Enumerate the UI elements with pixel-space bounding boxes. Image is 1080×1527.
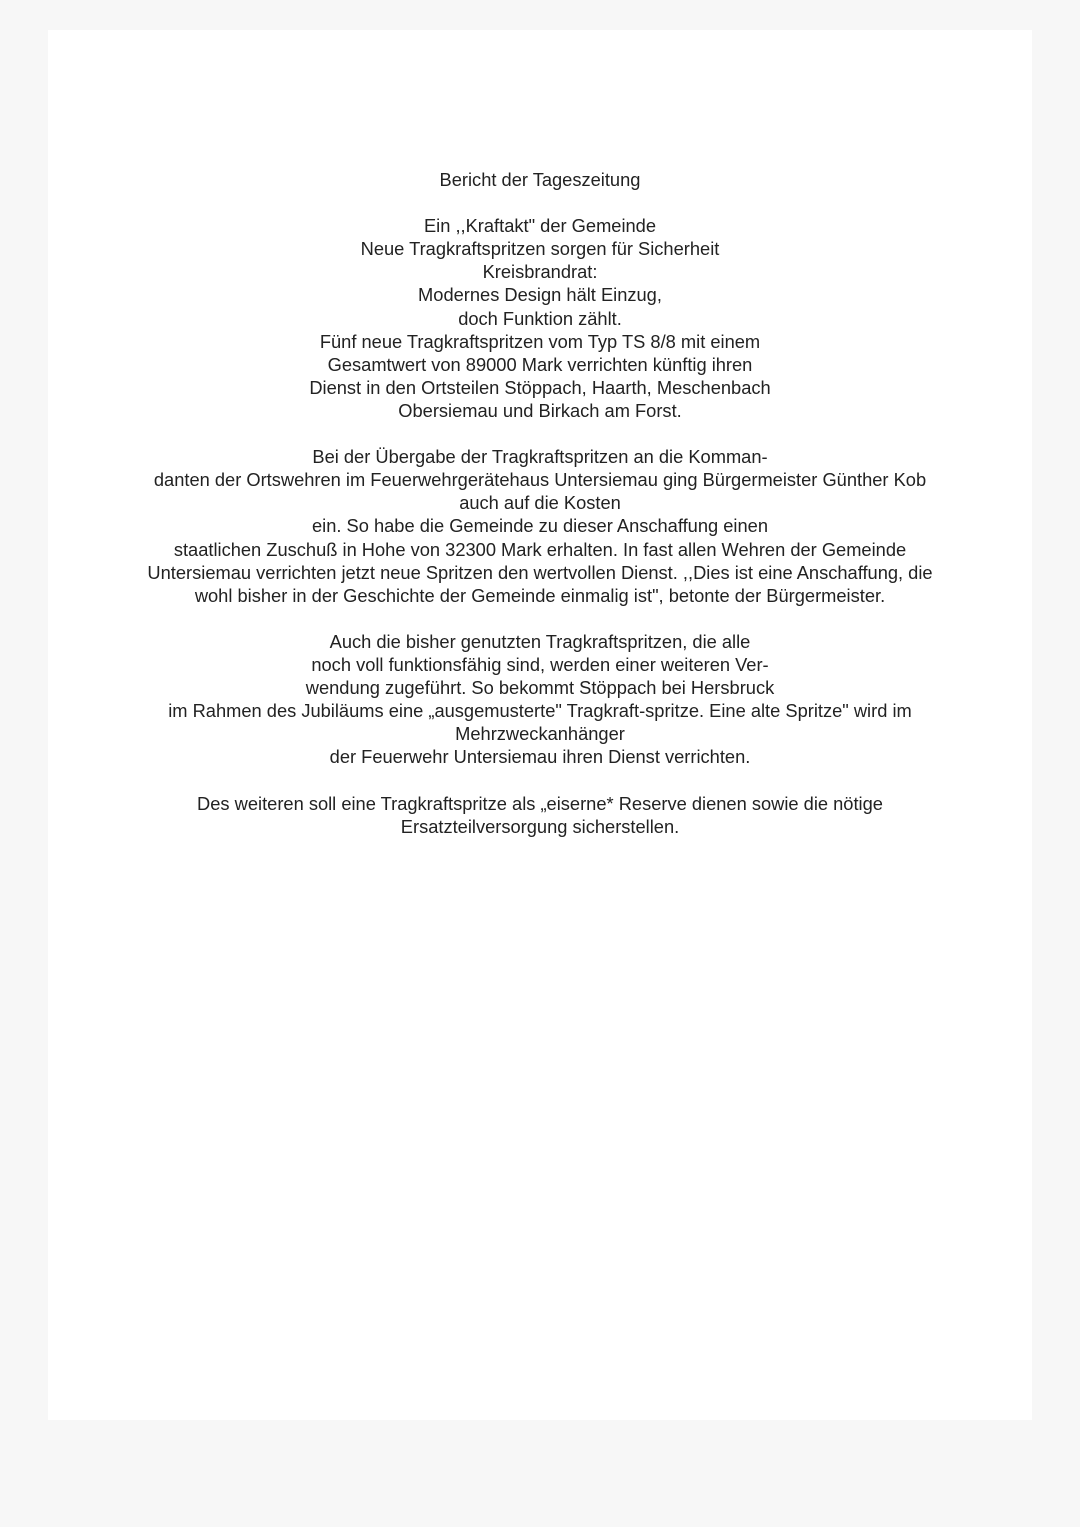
paragraph-line: Bei der Übergabe der Tragkraftspritzen an die Komman-: [312, 446, 768, 468]
headline-line: doch Funktion zählt.: [458, 307, 622, 329]
paragraph-line: der Feuerwehr Untersiemau ihren Dienst verrichten.: [329, 746, 751, 768]
paragraph-line: im Rahmen des Jubiläums eine „ausgemusterte" Tragkraft-spritze. Eine alte Spritze" wird im: [168, 700, 912, 722]
paragraph-line: staatlichen Zuschuß in Hohe von 32300 Mark erhalten. In fast allen Wehren der Gemeinde: [173, 538, 907, 560]
paragraph-2: [48, 630, 1032, 769]
headline-line: Ein ,,Kraftakt" der Gemeinde: [423, 215, 657, 237]
paragraph-1: [48, 445, 1032, 607]
headline-line: Modernes Design hält Einzug,: [418, 284, 662, 306]
spacer: [48, 422, 1032, 445]
paragraph-line: wohl bisher in der Geschichte der Gemeinde einmalig ist", betonte der Bürgermeister.: [194, 584, 886, 606]
headline-line: Kreisbrandrat:: [482, 261, 598, 283]
paragraph-line: wendung zugeführt. So bekommt Stöppach bei Hersbruck: [305, 677, 775, 699]
paragraph-line: noch voll funktionsfähig sind, werden einer weiteren Ver-: [311, 653, 769, 675]
paragraph-3: [48, 792, 1032, 838]
headline-line: Fünf neue Tragkraftspritzen vom Typ TS 8/8 mit einem: [319, 330, 761, 352]
paragraph-line: Auch die bisher genutzten Tragkraftspritzen, die alle: [329, 630, 751, 652]
spacer: [48, 191, 1032, 214]
document-page: [48, 30, 1032, 1420]
headline-line: Neue Tragkraftspritzen sorgen für Sicherheit: [360, 238, 720, 260]
paragraph-line: auch auf die Kosten: [459, 492, 621, 514]
headline-line: Dienst in den Ortsteilen Stöppach, Haarth, Meschenbach: [309, 376, 771, 398]
paragraph-line: Des weiteren soll eine Tragkraftspritze als „eiserne* Reserve dienen sowie die nötige: [197, 792, 883, 814]
paragraph-line: Mehrzweckanhänger: [455, 723, 625, 745]
headline-block: [48, 214, 1032, 422]
paragraph-line: danten der Ortswehren im Feuerwehrgerätehaus Untersiemau ging Bürgermeister Günther Kob: [153, 469, 927, 491]
document-content: [48, 168, 1032, 838]
headline-line: Gesamtwert von 89000 Mark verrichten künftig ihren: [327, 353, 753, 375]
paragraph-line: Ersatzteilversorgung sicherstellen.: [400, 815, 680, 837]
headline-line: Obersiemau und Birkach am Forst.: [398, 399, 682, 421]
spacer: [48, 607, 1032, 630]
document-title: Bericht der Tageszeitung: [439, 169, 641, 190]
spacer: [48, 768, 1032, 791]
paragraph-line: Untersiemau verrichten jetzt neue Spritzen den wertvollen Dienst. ,,Dies ist eine Anschaffung, die: [147, 561, 933, 583]
paragraph-line: ein. So habe die Gemeinde zu dieser Anschaffung einen: [311, 515, 768, 537]
